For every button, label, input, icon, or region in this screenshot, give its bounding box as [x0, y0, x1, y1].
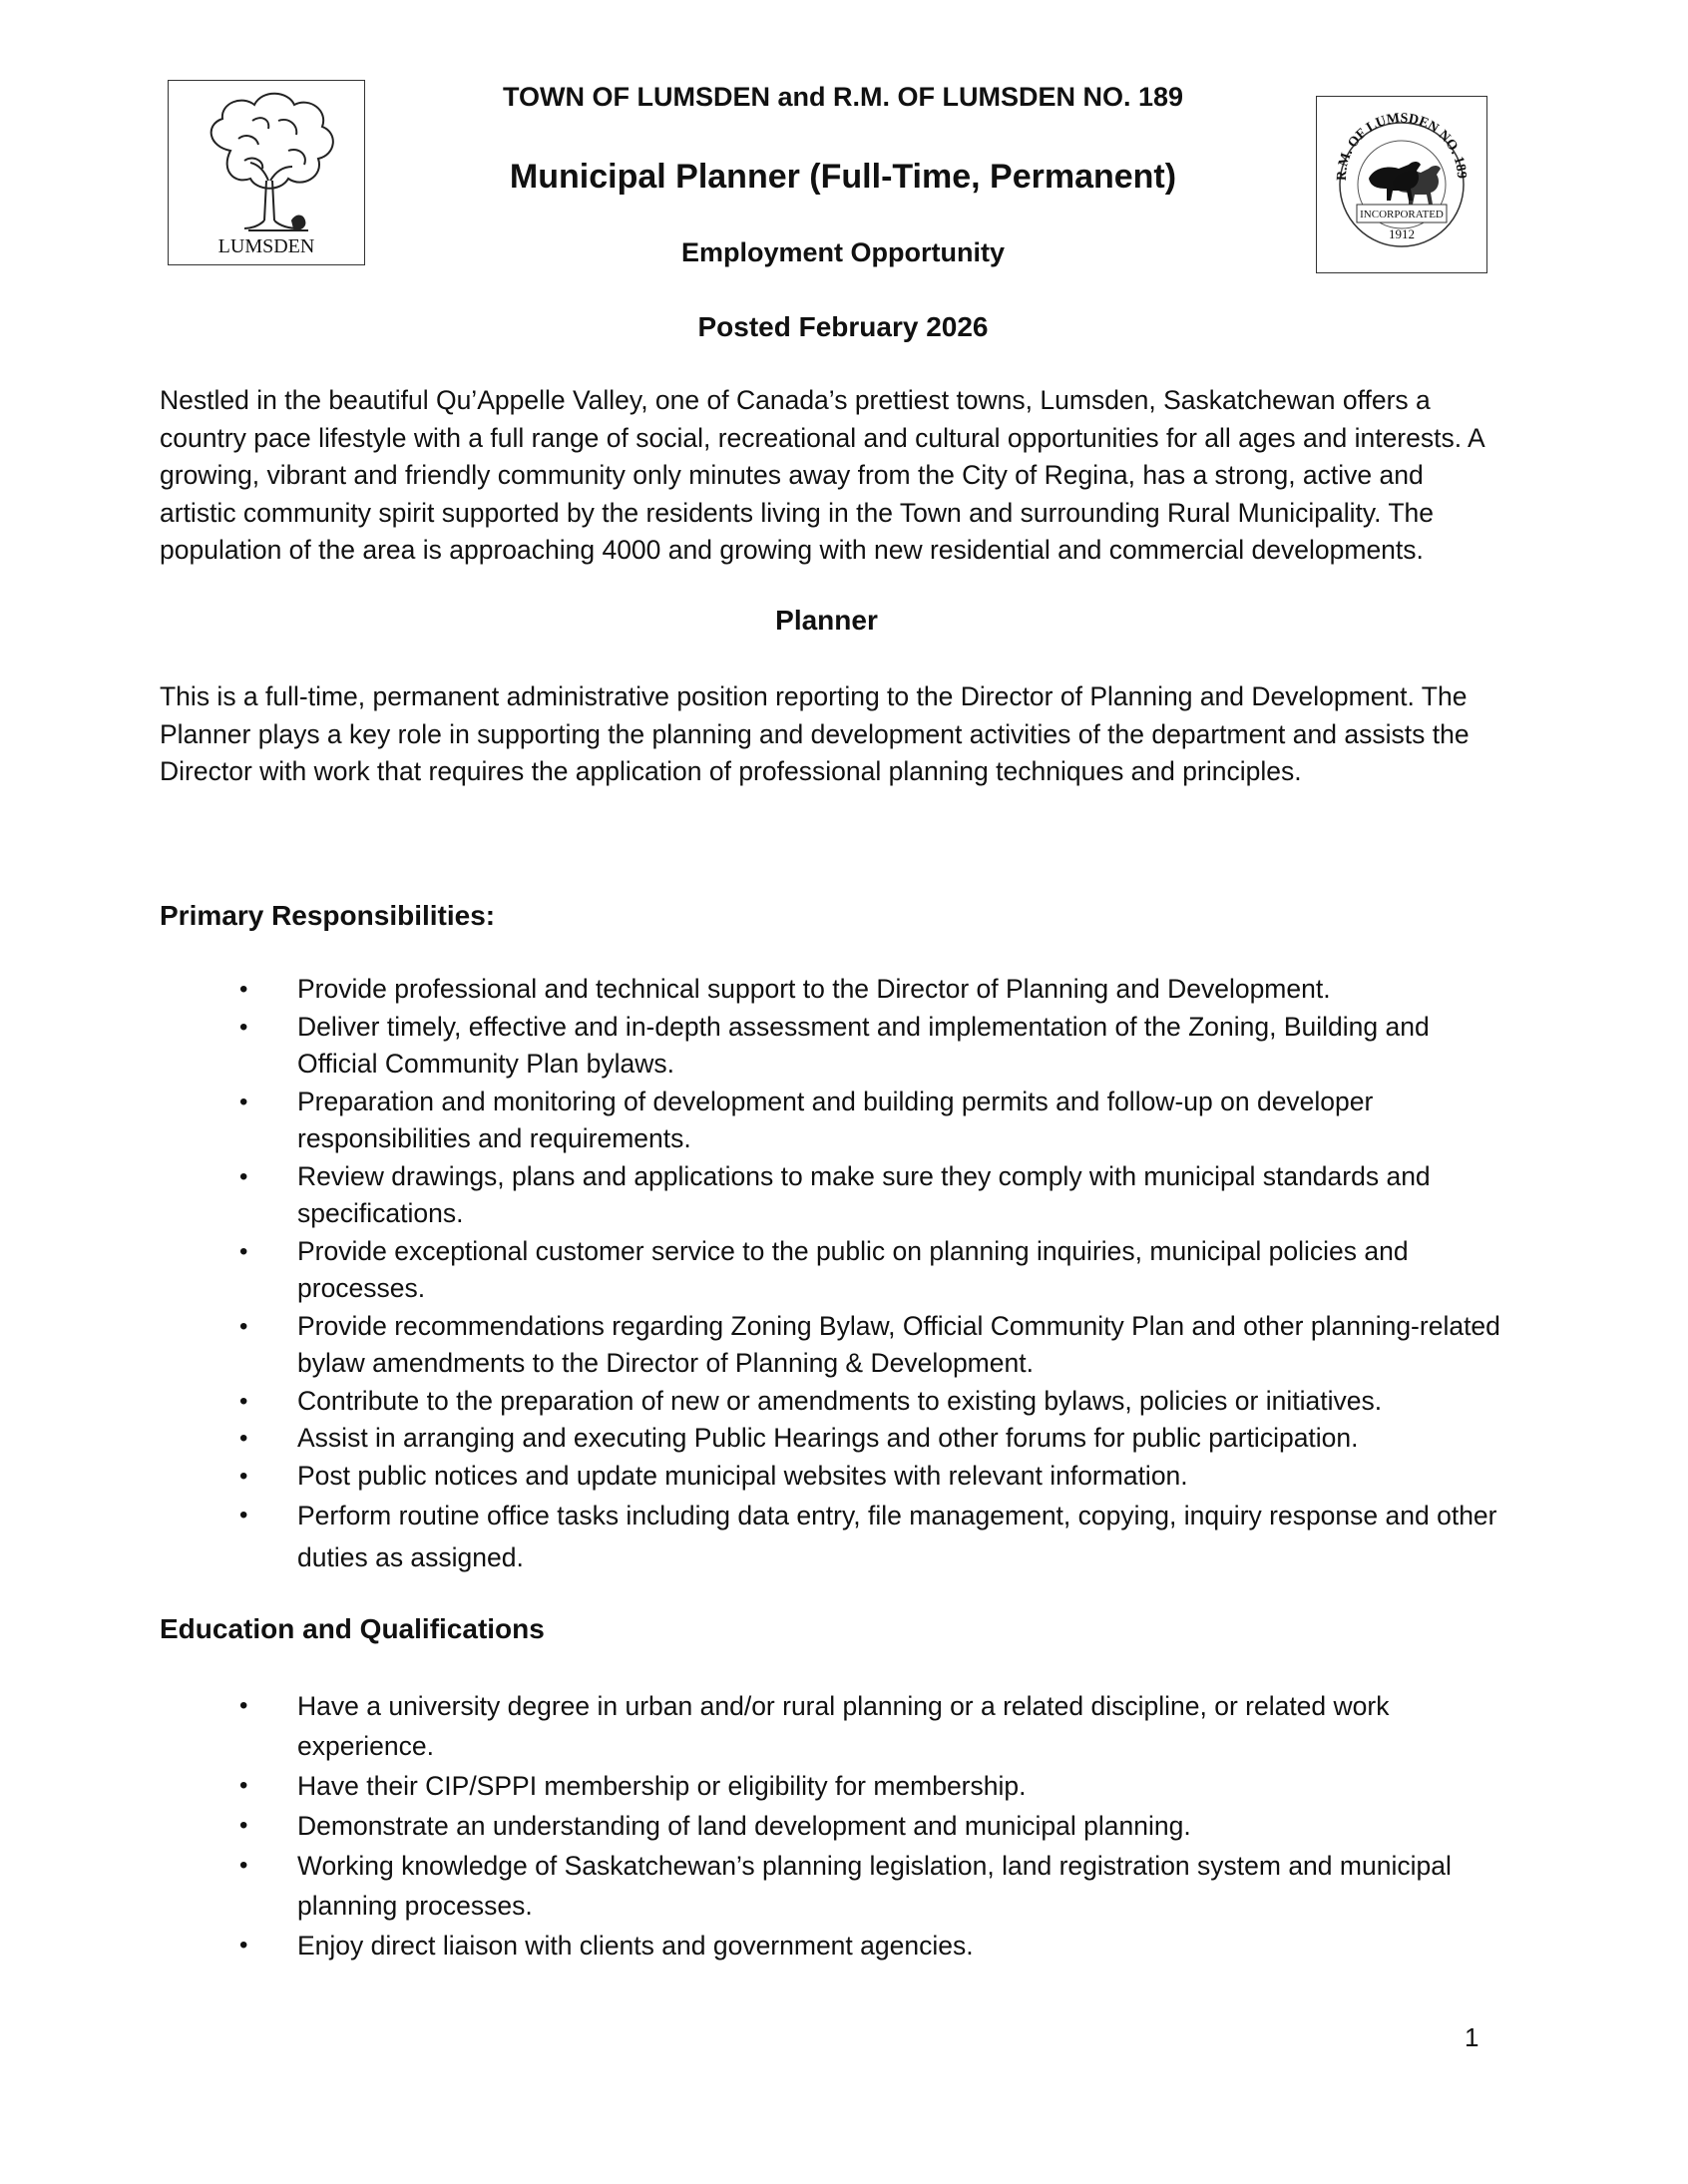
responsibilities-list	[0, 971, 1688, 1578]
logo-left-text: LUMSDEN	[217, 235, 315, 257]
seal-banner-text: INCORPORATED	[1360, 209, 1444, 220]
responsibilities-heading: Primary Responsibilities:	[160, 900, 496, 931]
organization-heading: TOWN OF LUMSDEN and R.M. OF LUMSDEN NO. 189	[502, 82, 1184, 112]
list-item: • Post public notices and update municipal websites with relevant information.	[0, 1458, 1688, 1496]
education-list	[0, 1686, 1688, 1966]
list-item: • Contribute to the preparation of new or amendments to existing bylaws, policies or initiatives.	[0, 1383, 1688, 1421]
list-item: • Demonstrate an understanding of land development and municipal planning.	[0, 1806, 1688, 1846]
posted-date: Posted February 2026	[697, 311, 989, 342]
bullet-icon: •	[239, 1013, 248, 1041]
bullet-icon: •	[239, 1425, 248, 1452]
tree-icon	[169, 81, 364, 264]
bullet-icon: •	[239, 1852, 248, 1879]
list-item: • Perform routine office tasks including data entry, file management, copying, inquiry response and other duties as assigned.	[0, 1495, 1688, 1578]
bullet-icon: •	[239, 1502, 248, 1529]
seal-year: 1912	[1389, 226, 1415, 241]
bullet-icon: •	[239, 1312, 248, 1340]
list-item: • Preparation and monitoring of development and building permits and follow-up on developer responsibilities and requirements.	[0, 1084, 1688, 1158]
bullet-icon: •	[239, 976, 248, 1003]
bullet-icon: •	[239, 1932, 248, 1959]
bullet-icon: •	[239, 1692, 248, 1719]
bullet-icon: •	[239, 1088, 248, 1115]
bullet-icon: •	[239, 1812, 248, 1839]
list-item: • Deliver timely, effective and in-depth assessment and implementation of the Zoning, Building and Official Community Plan bylaws.	[0, 1009, 1688, 1084]
list-item: • Provide exceptional customer service to the public on planning inquiries, municipal policies and processes.	[0, 1233, 1688, 1308]
list-item: • Review drawings, plans and applications to make sure they comply with municipal standards and specifications.	[0, 1158, 1688, 1233]
list-item: • Provide professional and technical support to the Director of Planning and Development.	[0, 971, 1688, 1009]
list-item: • Have a university degree in urban and/or rural planning or a related discipline, or related work experience.	[0, 1686, 1688, 1766]
bullet-icon: •	[239, 1462, 248, 1490]
role-summary-paragraph: This is a full-time, permanent administrative position reporting to the Director of Planning and Development. The Planner plays a key role in supporting the planning and development activities of the department and assists the Director with work that requires the application of professional planning techniques and principles.	[160, 681, 1470, 786]
town-of-lumsden-logo	[168, 80, 365, 265]
seal-ring-text: R.M. OF LUMSDEN NO. 189	[1334, 111, 1470, 182]
page-number: 1	[1465, 2022, 1479, 2052]
seal-icon	[1317, 97, 1486, 272]
bullet-icon: •	[239, 1387, 248, 1415]
list-item: • Assist in arranging and executing Public Hearings and other forums for public participation.	[0, 1420, 1688, 1458]
rm-of-lumsden-seal	[1316, 96, 1487, 273]
education-heading: Education and Qualifications	[160, 1613, 545, 1644]
horses-icon	[1369, 162, 1441, 205]
page-subtitle: Employment Opportunity	[681, 237, 1005, 267]
bullet-icon: •	[239, 1772, 248, 1799]
intro-paragraph: Nestled in the beautiful Qu’Appelle Valley, one of Canada’s prettiest towns, Lumsden, Saskatchewan offers a country pace lifestyle with a full range of social, recreational and cultural opportunities for all ages and interests. A growing, vibrant and friendly community only minutes away from the City of Regina, has a strong, active and artistic community spirit supported by the residents living in the Town and surrounding Rural Municipality. The population of the area is approaching 4000 and growing with new residential and commercial developments.	[160, 385, 1484, 565]
list-item: • Working knowledge of Saskatchewan’s planning legislation, land registration system and municipal planning processes.	[0, 1846, 1688, 1926]
list-item: • Provide recommendations regarding Zoning Bylaw, Official Community Plan and other planning-related bylaw amendments to the Director of Planning & Development.	[0, 1308, 1688, 1383]
page-title: Municipal Planner (Full-Time, Permanent)	[509, 158, 1177, 196]
list-item: • Have their CIP/SPPI membership or eligibility for membership.	[0, 1766, 1688, 1806]
bullet-icon: •	[239, 1237, 248, 1265]
bullet-icon: •	[239, 1162, 248, 1190]
list-item: • Enjoy direct liaison with clients and government agencies.	[0, 1926, 1688, 1966]
planner-heading: Planner	[775, 605, 878, 636]
